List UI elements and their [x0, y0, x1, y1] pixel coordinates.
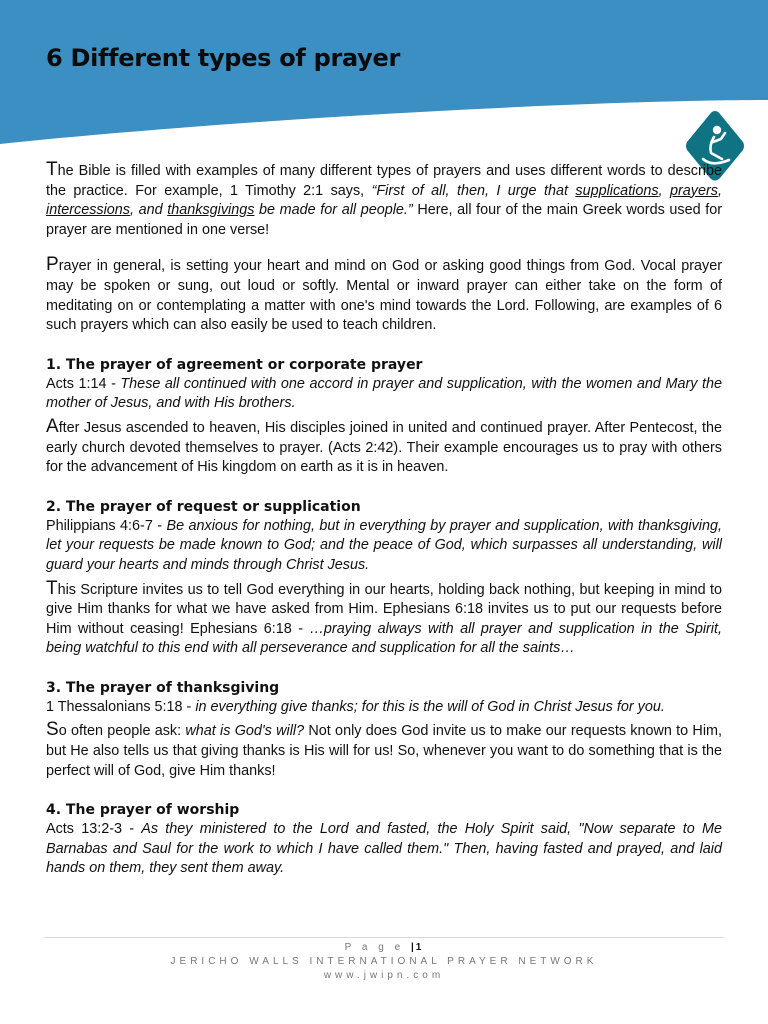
- scripture-reference: Philippians 4:6-7 - Be anxious for nothing, but in everything by prayer and supplication, with thanksgiving, let your requests be made known to God; and the peace of God, which surpasses all understanding, will guard your hearts and minds through Christ Jesus.: [46, 517, 723, 573]
- dropcap: A: [46, 415, 59, 437]
- page-number: P a g e |1: [344, 942, 424, 953]
- underlined-word: prayers: [670, 182, 718, 199]
- section-body: This Scripture invites us to tell God everything in our hearts, holding back nothing, but keeping in mind to give Him thanks for what we have asked from Him. Ephesians 6:18 invites us to put our requests before Him without ceasing! Ephesians 6:18 - …praying always with all prayer and supplication in the Spirit, being watchful to this end with all perseverance and supplication for all the saints…: [46, 577, 723, 657]
- page-footer: [0, 941, 768, 983]
- banner-shape: [0, 0, 768, 144]
- dropcap: T: [46, 577, 58, 599]
- section-heading: 4. The prayer of worship: [46, 802, 240, 819]
- scripture-reference: Acts 13:2-3 - As they ministered to the Lord and fasted, the Holy Spirit said, "Now separate to Me Barnabas and Saul for the work to which I have called them." Then, having fasted and prayed, and laid hands on them, they sent them away.: [46, 821, 722, 877]
- underlined-word: thanksgivings: [167, 202, 255, 219]
- underlined-word: intercessions: [46, 202, 130, 219]
- footer-url: www.jwipn.com: [323, 970, 445, 981]
- intro-paragraph-1: The Bible is filled with examples of many different types of prayers and uses different words to describe the practice. For example, 1 Timothy 2:1 says, “First of all, then, I urge that supplications, prayers, intercessions, and thanksgivings be made for all people.” Here, all four of the main Greek words used for prayer are mentioned in one verse!: [46, 159, 723, 238]
- section-body: After Jesus ascended to heaven, His disciples joined in united and continued prayer. After Pentecost, the early church devoted themselves to prayer. (Acts 2:42). Their example encourages us to pray with others for the advancement of His kingdom on earth as it is in heaven.: [46, 415, 722, 476]
- section-heading: 1. The prayer of agreement or corporate prayer: [46, 356, 423, 373]
- dropcap: P: [46, 254, 59, 276]
- section-request: [46, 497, 722, 659]
- document-body: [46, 160, 722, 898]
- underlined-word: supplications: [575, 182, 659, 199]
- section-body: So often people ask: what is God's will? Not only does God invite us to make our requests known to Him, but He also tells us that giving thanks is His will for us! So, whenever you want to do something that is the perfect will of God, give Him thanks!: [46, 719, 722, 779]
- dropcap: S: [46, 719, 59, 741]
- section-worship: [46, 800, 722, 879]
- scripture-reference: 1 Thessalonians 5:18 - in everything give thanks; for this is the will of God in Christ Jesus for you.: [46, 698, 665, 715]
- header-banner: [0, 0, 768, 145]
- section-heading: 3. The prayer of thanksgiving: [46, 679, 280, 696]
- section-heading: 2. The prayer of request or supplication: [46, 498, 361, 515]
- scripture-reference: Acts 1:14 - These all continued with one accord in prayer and supplication, with the women and Mary the mother of Jesus, and with His brothers.: [46, 375, 722, 412]
- dropcap: T: [46, 159, 58, 180]
- section-agreement: [46, 355, 722, 478]
- page-title: 6 Different types of prayer: [46, 44, 401, 72]
- footer-organization: JERICHO WALLS INTERNATIONAL PRAYER NETWORK: [170, 956, 598, 967]
- section-thanksgiving: [46, 678, 722, 781]
- footer-divider: [44, 937, 724, 938]
- intro-paragraph-2: Prayer in general, is setting your heart and mind on God or asking good things from God. Vocal prayer may be spoken or sung, out loud or softly. Mental or inward prayer can either take on the form of meditating on or contemplating a matter with one's mind towards the Lord. Following, are examples of 6 such prayers which can also easily be used to teach children.: [46, 254, 722, 334]
